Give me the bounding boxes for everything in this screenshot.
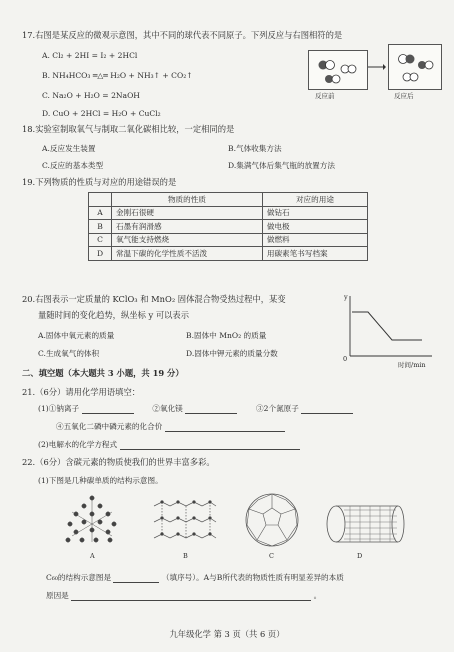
table-cell: 做燃料 [262,233,367,247]
q20-option-d: D.固体中钾元素的质量分数 [186,349,278,358]
table-cell: A [89,206,112,220]
q20-stem-line2: 量随时间的变化趋势，纵坐标 y 可以表示 [38,310,190,320]
q18-option-c: C.反应的基本类型 [42,161,104,170]
table-cell: D [89,247,112,261]
q17-option-b: B. NH₄HCO₃ ═△═ H₂O + NH₃↑ + CO₂↑ [42,71,193,80]
q17-stem: 17.右图是某反应的微观示意图，其中不同的球代表不同原子。下列反应与右图相符的是 [22,30,343,40]
q20-graph-x-label: 时间/min [398,361,426,369]
q17-option-a: A. Cl₂ + 2HI = I₂ + 2HCl [42,51,138,60]
table-cell: 金刚石很硬 [112,206,263,220]
q22-reason-line [46,590,321,601]
table-cell: 做钻石 [262,206,367,220]
q17-option-c: C. Na₂O + H₂O = 2NaOH [42,91,140,100]
q20-graph [340,290,440,370]
q22-c60-prompt: C₆₀的结构示意图是 [46,573,112,582]
q18-option-d: D.集满气体后集气瓶的放置方法 [228,161,335,170]
table-cell: 用碳素笔书写档案 [262,247,367,261]
reaction-arrow-icon [367,62,387,72]
q19-stem: 19.下列物质的性质与对应的用途错误的是 [22,177,177,187]
q22-stem: 22.（6分）含碳元素的物质使我们的世界丰富多彩。 [22,457,215,467]
structure-b-diagram [150,494,220,550]
structure-label-d: D [357,552,363,560]
table-cell: 常温下碳的化学性质不活泼 [112,247,263,261]
q20-option-a: A.固体中氧元素的质量 [38,331,115,340]
answer-blank[interactable] [301,404,353,414]
q20-option-c: C.生成氧气的体积 [38,349,100,358]
table-row [89,233,368,247]
q21-blank3-label: ③2个氮原子 [256,404,299,413]
q17-option-d: D. CuO + 2HCl = H₂O + CuCl₂ [42,109,161,118]
section-title: 二、填空题（本大题共 3 小题，共 19 分） [22,368,184,378]
q18-option-a: A.反应发生装置 [42,144,96,153]
structure-label-a: A [90,552,95,560]
table-row [89,206,368,220]
q21-line2 [56,421,285,432]
structure-label-b: B [183,552,188,560]
q22-end-mark: 。 [313,591,322,600]
q20-option-b: B.固体中 MnO₂ 的质量 [186,331,267,340]
answer-blank[interactable] [113,573,159,583]
structure-label-c: C [269,552,274,560]
table-row [89,220,368,234]
q20-graph-y-label: y [344,293,348,301]
table-header-cell: 对应的用途 [262,193,367,207]
q22-reason-prompt: 原因是 [46,591,69,600]
table-row [89,247,368,261]
structure-c-diagram [242,490,302,550]
table-header-cell: 物质的性质 [112,193,263,207]
q21-blank5-label: (2)电解水的化学方程式 [38,440,118,449]
q18-option-b: B.气体收集方法 [228,144,282,153]
table-header-row [89,193,368,207]
answer-blank[interactable] [120,440,300,450]
q21-line3 [38,439,300,450]
structure-a-diagram [62,492,124,550]
table-cell: 石墨有润滑感 [112,220,263,234]
q17-figure-after [388,44,442,90]
table-cell: 氧气能支持燃烧 [112,233,263,247]
q20-stem-line1: 20.右图表示一定质量的 KClO₃ 和 MnO₂ 固体混合物受热过程中，某变 [22,294,286,304]
q17-label-before: 反应前 [315,92,335,100]
molecule-diagram-after [389,45,441,89]
q18-stem: 18.实验室制取氧气与制取二氧化碳相比较，一定相同的是 [22,124,235,134]
q21-blank1-label: (1)①钠离子 [38,404,80,413]
page-footer: 九年级化学 第 3 页（共 6 页） [169,629,285,639]
structure-d-diagram [324,500,406,550]
molecule-diagram-before [309,51,367,89]
table-cell: 做电极 [262,220,367,234]
answer-blank[interactable] [82,404,134,414]
q21-blank4-label: ④五氧化二磷中磷元素的化合价 [56,422,163,431]
table-header-cell [89,193,112,207]
q22-sub1: (1)下图是几种碳单质的结构示意图。 [38,476,163,485]
answer-blank[interactable] [165,422,285,432]
q22-c60-line [46,572,344,583]
table-cell: B [89,220,112,234]
q17-figure-before [308,50,368,90]
answer-blank[interactable] [71,591,311,601]
trend-line [352,312,422,340]
table-cell: C [89,233,112,247]
q22-c60-continue: （填序号）。A与B所代表的物质性质有明显差异的本质 [161,573,344,582]
q20-graph-origin-label: 0 [343,355,348,363]
q17-label-after: 反应后 [394,92,414,100]
answer-blank[interactable] [185,404,237,414]
q21-stem: 21.（6分）请用化学用语填空： [22,387,141,397]
q19-table [88,192,368,261]
q21-blank2-label: ②氧化镁 [152,404,183,413]
q21-line1 [38,403,353,414]
